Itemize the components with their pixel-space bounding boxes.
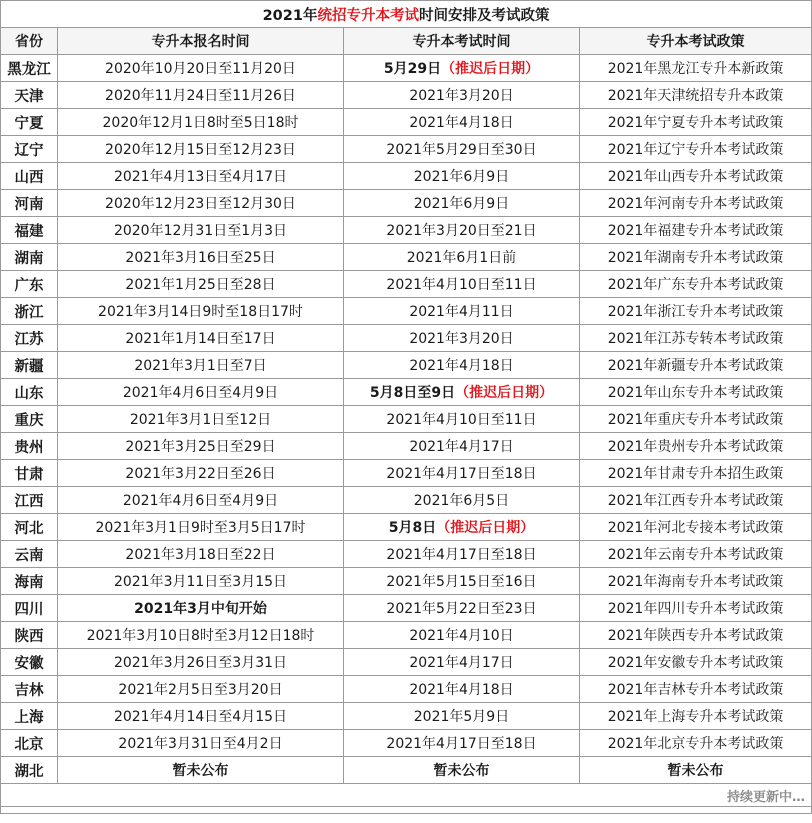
- policy-link[interactable]: 2021年浙江专升本考试政策: [580, 298, 812, 325]
- table-row: [1, 541, 812, 568]
- exam-time-cell: [344, 379, 580, 406]
- policy-link[interactable]: 2021年辽宁专升本考试政策: [580, 136, 812, 163]
- title-highlight: 统招专升本考试: [317, 7, 419, 24]
- province-cell: 广东: [1, 271, 58, 298]
- province-cell: 江西: [1, 487, 58, 514]
- table-row: [1, 730, 812, 757]
- exam-date: 5月29日: [383, 61, 442, 77]
- exam-time-cell: [344, 298, 580, 325]
- register-time-cell: 2020年12月1日8时至5日18时: [58, 109, 344, 136]
- exam-time-cell: [344, 568, 580, 595]
- table-row: [1, 82, 812, 109]
- policy-link[interactable]: 2021年上海专升本考试政策: [580, 703, 812, 730]
- province-cell: 上海: [1, 703, 58, 730]
- province-cell: 云南: [1, 541, 58, 568]
- province-cell: 北京: [1, 730, 58, 757]
- policy-link[interactable]: 2021年安徽专升本考试政策: [580, 649, 812, 676]
- exam-time-cell: [344, 244, 580, 271]
- policy-link[interactable]: 2021年天津统招专升本政策: [580, 82, 812, 109]
- province-cell: 新疆: [1, 352, 58, 379]
- table-row: [1, 433, 812, 460]
- policy-link[interactable]: 2021年江西专升本考试政策: [580, 487, 812, 514]
- header-register-time: 专升本报名时间: [58, 28, 344, 55]
- table-row: [1, 217, 812, 244]
- province-cell: 辽宁: [1, 136, 58, 163]
- register-time-cell: 2021年3月11日至3月15日: [58, 568, 344, 595]
- footer-row: [1, 784, 812, 807]
- exam-date: 2021年3月20日: [409, 88, 514, 104]
- postponed-note: （推迟后日期）: [441, 61, 540, 77]
- policy-link[interactable]: 2021年吉林专升本考试政策: [580, 676, 812, 703]
- province-cell: 甘肃: [1, 460, 58, 487]
- register-time-cell: 2021年3月22日至26日: [58, 460, 344, 487]
- exam-date: 2021年4月17日至18日: [386, 466, 537, 482]
- register-time-cell: 2021年4月6日至4月9日: [58, 487, 344, 514]
- province-cell: 湖南: [1, 244, 58, 271]
- exam-date: 5月8日: [388, 520, 437, 536]
- exam-time-cell: [344, 109, 580, 136]
- exam-time-cell: [344, 406, 580, 433]
- policy-link[interactable]: 2021年宁夏专升本考试政策: [580, 109, 812, 136]
- table-row: [1, 595, 812, 622]
- table-row: [1, 649, 812, 676]
- table-row: [1, 325, 812, 352]
- policy-link[interactable]: 2021年贵州专升本考试政策: [580, 433, 812, 460]
- province-cell: 浙江: [1, 298, 58, 325]
- register-time-cell: 2021年3月10日8时至3月12日18时: [58, 622, 344, 649]
- register-time-cell: 2020年10月20日至11月20日: [58, 55, 344, 82]
- exam-date: 2021年5月15日至16日: [386, 574, 537, 590]
- exam-date: 2021年4月17日至18日: [386, 736, 537, 752]
- table-row: [1, 190, 812, 217]
- policy-link[interactable]: 2021年四川专升本考试政策: [580, 595, 812, 622]
- province-cell: 宁夏: [1, 109, 58, 136]
- policy-link[interactable]: 2021年山西专升本考试政策: [580, 163, 812, 190]
- register-time-cell: 2021年3月26日至3月31日: [58, 649, 344, 676]
- register-time-cell: 2021年3月中旬开始: [58, 595, 344, 622]
- policy-link[interactable]: 2021年广东专升本考试政策: [580, 271, 812, 298]
- exam-date: 2021年4月17日至18日: [386, 547, 537, 563]
- exam-time-cell: [344, 55, 580, 82]
- exam-time-cell: [344, 82, 580, 109]
- exam-time-cell: [344, 649, 580, 676]
- policy-link[interactable]: 2021年山东专升本考试政策: [580, 379, 812, 406]
- province-cell: 海南: [1, 568, 58, 595]
- table-row: [1, 676, 812, 703]
- header-exam-time: 专升本考试时间: [344, 28, 580, 55]
- exam-date: 2021年6月5日: [413, 493, 510, 509]
- exam-time-cell: [344, 460, 580, 487]
- exam-time-cell: [344, 352, 580, 379]
- exam-date: 2021年6月9日: [413, 169, 510, 185]
- table-row: [1, 163, 812, 190]
- register-time-cell: 2021年1月14日至17日: [58, 325, 344, 352]
- exam-time-cell: [344, 271, 580, 298]
- update-note: 持续更新中…: [1, 784, 812, 807]
- policy-link[interactable]: 2021年福建专升本考试政策: [580, 217, 812, 244]
- province-cell: 河北: [1, 514, 58, 541]
- province-cell: 吉林: [1, 676, 58, 703]
- exam-date: 2021年3月20日: [409, 331, 514, 347]
- policy-link[interactable]: 2021年湖南专升本考试政策: [580, 244, 812, 271]
- table-row: [1, 460, 812, 487]
- exam-date: 2021年4月18日: [409, 682, 514, 698]
- policy-link[interactable]: 2021年黑龙江专升本新政策: [580, 55, 812, 82]
- table-row: [1, 568, 812, 595]
- title-row: [1, 1, 812, 28]
- table-row: [1, 406, 812, 433]
- table-row: [1, 487, 812, 514]
- register-time-cell: 2021年1月25日至28日: [58, 271, 344, 298]
- exam-date: 2021年4月18日: [409, 115, 514, 131]
- province-cell: 山东: [1, 379, 58, 406]
- exam-date: 2021年4月10日至11日: [386, 412, 537, 428]
- province-cell: 贵州: [1, 433, 58, 460]
- table-row: [1, 109, 812, 136]
- header-row: [1, 28, 812, 55]
- exam-time-cell: [344, 541, 580, 568]
- header-province: 省份: [1, 28, 58, 55]
- table-row: [1, 622, 812, 649]
- province-cell: 安徽: [1, 649, 58, 676]
- exam-time-cell: [344, 190, 580, 217]
- table-row: [1, 352, 812, 379]
- province-cell: 福建: [1, 217, 58, 244]
- table-title: [1, 1, 812, 28]
- exam-time-cell: [344, 487, 580, 514]
- register-time-cell: 2021年3月16日至25日: [58, 244, 344, 271]
- exam-time-cell: [344, 433, 580, 460]
- table-row: [1, 136, 812, 163]
- register-time-cell: 2021年4月6日至4月9日: [58, 379, 344, 406]
- policy-link[interactable]: 2021年重庆专升本考试政策: [580, 406, 812, 433]
- register-time-cell: 2021年3月1日至7日: [58, 352, 344, 379]
- exam-time-cell: [344, 217, 580, 244]
- province-cell: 重庆: [1, 406, 58, 433]
- title-prefix: 2021年: [262, 7, 318, 24]
- province-cell: 四川: [1, 595, 58, 622]
- policy-link[interactable]: 2021年河南专升本考试政策: [580, 190, 812, 217]
- exam-date: 2021年4月17日: [409, 439, 514, 455]
- register-time-cell: 2021年3月31日至4月2日: [58, 730, 344, 757]
- register-time-cell: 2020年12月15日至12月23日: [58, 136, 344, 163]
- province-cell: 山西: [1, 163, 58, 190]
- register-time-cell: 2021年4月13日至4月17日: [58, 163, 344, 190]
- register-time-cell: 2021年3月25日至29日: [58, 433, 344, 460]
- exam-time-cell: [344, 595, 580, 622]
- policy-link: 暂未公布: [580, 757, 812, 784]
- exam-date: 2021年6月1日前: [406, 250, 517, 266]
- register-time-cell: 2021年2月5日至3月20日: [58, 676, 344, 703]
- policy-link[interactable]: 2021年陕西专升本考试政策: [580, 622, 812, 649]
- postponed-note: （推迟后日期）: [455, 385, 554, 401]
- province-cell: 河南: [1, 190, 58, 217]
- register-time-cell: 2021年3月14日9时至18日17时: [58, 298, 344, 325]
- province-cell: 陕西: [1, 622, 58, 649]
- policy-link[interactable]: 2021年甘肃专升本招生政策: [580, 460, 812, 487]
- table-row: [1, 298, 812, 325]
- exam-date: 2021年6月9日: [413, 196, 510, 212]
- header-exam-policy: 专升本考试政策: [580, 28, 812, 55]
- province-cell: 天津: [1, 82, 58, 109]
- exam-date: 2021年5月29日至30日: [386, 142, 537, 158]
- exam-time-cell: [344, 703, 580, 730]
- province-cell: 湖北: [1, 757, 58, 784]
- exam-date: 2021年5月9日: [413, 709, 510, 725]
- table-row: [1, 514, 812, 541]
- table-row: [1, 703, 812, 730]
- province-cell: 黑龙江: [1, 55, 58, 82]
- register-time-cell: 2020年11月24日至11月26日: [58, 82, 344, 109]
- table-row: [1, 244, 812, 271]
- exam-time-cell: [344, 163, 580, 190]
- policy-link[interactable]: 2021年江苏专转本考试政策: [580, 325, 812, 352]
- exam-time-cell: [344, 136, 580, 163]
- exam-date: 5月8日至9日: [369, 385, 456, 401]
- policy-link[interactable]: 2021年海南专升本考试政策: [580, 568, 812, 595]
- exam-time-cell: [344, 325, 580, 352]
- table-row: [1, 379, 812, 406]
- exam-date: 2021年4月17日: [409, 655, 514, 671]
- policy-link[interactable]: 2021年云南专升本考试政策: [580, 541, 812, 568]
- blank-row: [1, 807, 812, 814]
- register-time-cell: 2020年12月23日至12月30日: [58, 190, 344, 217]
- exam-date: 2021年4月11日: [409, 304, 514, 320]
- exam-date: 2021年5月22日至23日: [386, 601, 537, 617]
- exam-date: 2021年4月10日至11日: [386, 277, 537, 293]
- policy-link[interactable]: 2021年新疆专升本考试政策: [580, 352, 812, 379]
- table-row: [1, 55, 812, 82]
- policy-link[interactable]: 2021年河北专接本考试政策: [580, 514, 812, 541]
- exam-time-cell: [344, 676, 580, 703]
- register-time-cell: 2021年4月14日至4月15日: [58, 703, 344, 730]
- province-cell: 江苏: [1, 325, 58, 352]
- table-row: [1, 757, 812, 784]
- exam-time-cell: [344, 730, 580, 757]
- register-time-cell: 2021年3月1日9时至3月5日17时: [58, 514, 344, 541]
- title-suffix: 时间安排及考试政策: [418, 7, 550, 24]
- register-time-cell: 2020年12月31日至1月3日: [58, 217, 344, 244]
- exam-date: 2021年4月18日: [409, 358, 514, 374]
- exam-time-cell: [344, 514, 580, 541]
- exam-time-cell: [344, 622, 580, 649]
- table-row: [1, 271, 812, 298]
- table-body: [1, 55, 812, 784]
- register-time-cell: 暂未公布: [58, 757, 344, 784]
- blank-cell: [1, 807, 812, 814]
- exam-date: 2021年4月10日: [409, 628, 514, 644]
- exam-time-cell: [344, 757, 580, 784]
- register-time-cell: 2021年3月1日至12日: [58, 406, 344, 433]
- exam-date: 2021年3月20日至21日: [386, 223, 537, 239]
- register-time-cell: 2021年3月18日至22日: [58, 541, 344, 568]
- exam-date: 暂未公布: [433, 763, 490, 779]
- policy-link[interactable]: 2021年北京专升本考试政策: [580, 730, 812, 757]
- postponed-note: （推迟后日期）: [436, 520, 535, 536]
